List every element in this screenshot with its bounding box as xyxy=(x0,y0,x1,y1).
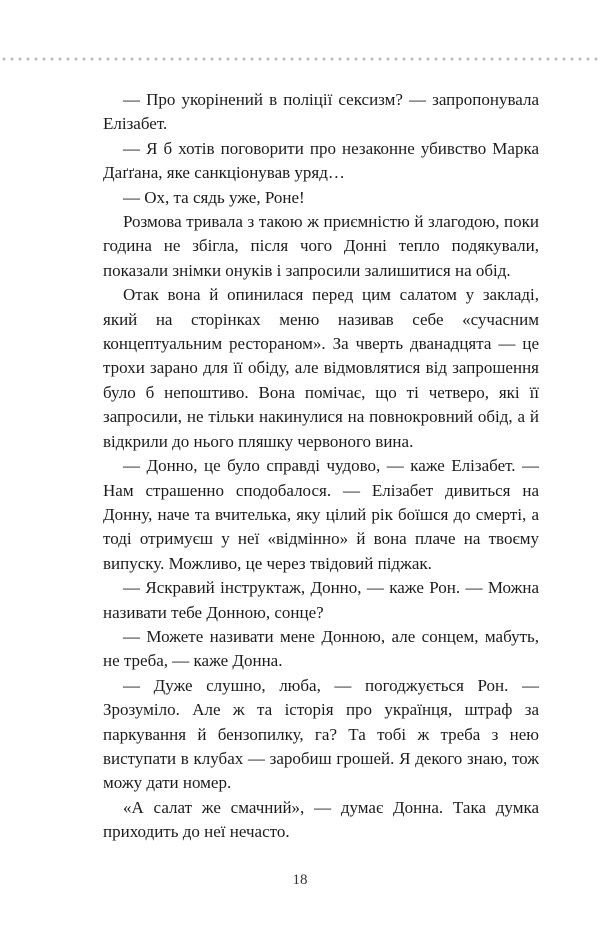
paragraph: — Ох, та сядь уже, Роне! xyxy=(123,187,305,207)
page-text xyxy=(103,88,539,845)
paragraph: — Можете називати мене Донною, але сонцем, мабуть, не треба, — каже Донна. xyxy=(103,626,539,671)
dotted-header-border xyxy=(0,57,600,61)
page-number: 18 xyxy=(292,872,308,888)
paragraph: — Яскравий інструктаж, Донно, — каже Рон. — Можна називати тебе Донною, сонце? xyxy=(103,578,539,622)
paragraph: Розмова тривала з такою ж приємністю й злагодою, поки година не збігла, після чого Донні тепло подякували, показали знімки онуків і запросили залишитися на обід. xyxy=(103,212,539,280)
paragraph: — Донно, це було справді чудово, — каже Елізабет. — Нам страшенно сподобалося. — Елізабет дивиться на Донну, наче та вчителька, яку цілий рік боїшся до смерті, а тоді отримуєш у неї «відмінно» й вона плаче на твоєму випуску. Можливо, це через твідовий піджак. xyxy=(103,456,539,573)
paragraph: — Дуже слушно, люба, — погоджується Рон. — Зрозуміло. Але ж та історія про українця, штраф за паркування й бензопилку, га? Та тобі ж треба з нею виступати в клубах — заробиш грошей. Я декого знаю, тож можу дати номер. xyxy=(103,675,539,793)
paragraph: — Про укорінений в поліції сексизм? — запропонувала Елізабет. xyxy=(103,90,539,134)
paragraph: «А салат же смачний», — думає Донна. Така думка приходить до неї нечасто. xyxy=(103,797,539,842)
paragraph: Отак вона й опинилася перед цим салатом у закладі, який на сторінках меню називав себе «сучасним концептуальним рестораном». За чверть дванадцята — це трохи зарано для її обіду, але відмовлятися від запрошення було б непоштиво. Вона помічає, що ті четверо, які її запросили, не тільки накинулися на повнокровний обід, а й відкрили до нього пляшку червоного вина. xyxy=(103,285,539,451)
paragraph: — Я б хотів поговорити про незаконне убивство Марка Даґґана, яке санкціонував уряд… xyxy=(103,138,539,183)
